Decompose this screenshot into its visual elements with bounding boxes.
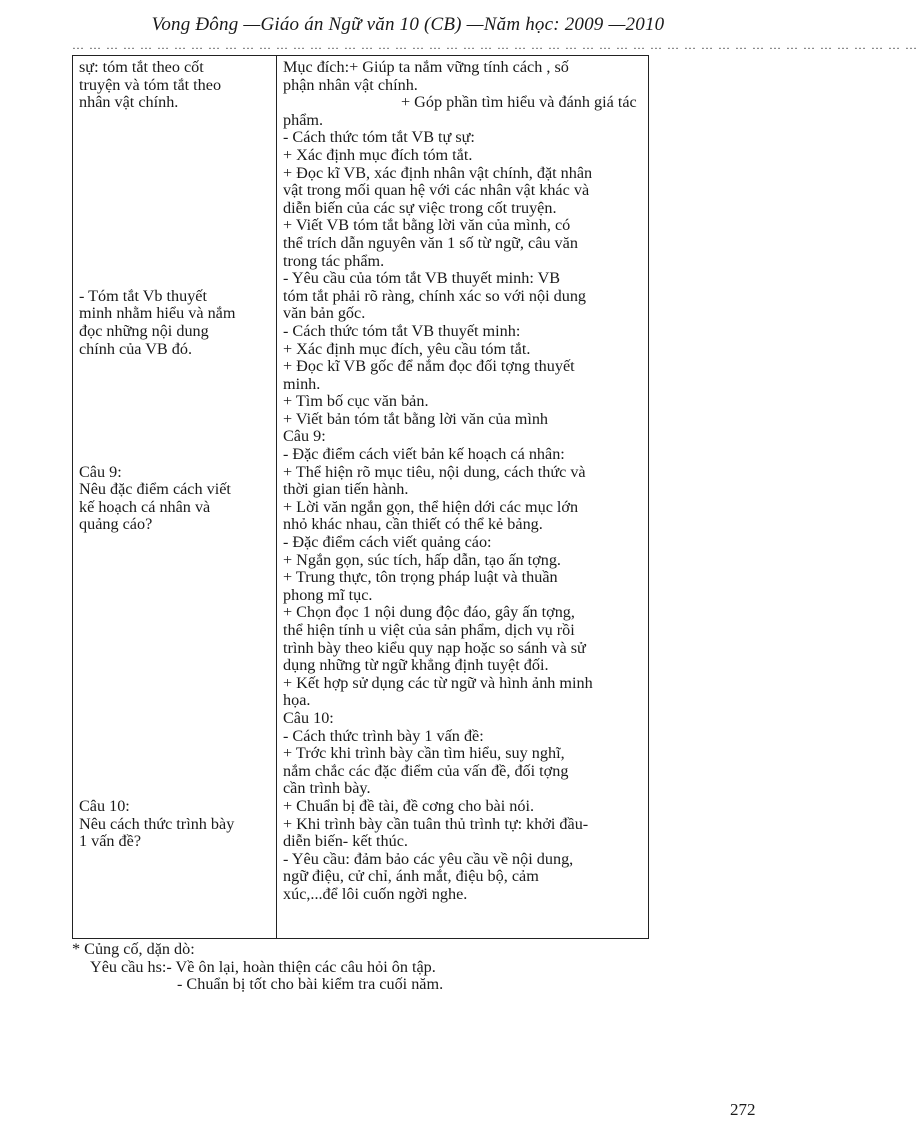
text-line xyxy=(79,270,270,288)
text-line: + Trớc khi trình bày cần tìm hiểu, suy nghĩ, xyxy=(283,744,565,763)
text-line xyxy=(79,640,270,658)
text-line: phận nhân vật chính. xyxy=(283,75,418,94)
text-line: - Yêu cầu của tóm tắt VB thuyết minh: VB xyxy=(283,269,561,288)
text-line: - Yêu cầu: đảm bảo các yêu cầu về nội dung, xyxy=(283,849,574,868)
text-line: phẩm. xyxy=(283,110,324,129)
text-line: vật trong mối quan hệ với các nhân vật khác và xyxy=(283,181,590,200)
text-line: + Trung thực, tôn trọng pháp luật và thuần xyxy=(283,568,558,587)
text-line xyxy=(79,147,270,165)
text-line: 1 vấn đề? xyxy=(79,832,142,851)
table-row xyxy=(73,56,649,939)
text-line: - Đặc điểm cách viết quảng cáo: xyxy=(283,533,492,552)
text-line: + Tìm bố cục văn bản. xyxy=(283,392,429,411)
text-line: - Đặc điểm cách viết bản kế hoạch cá nhân: xyxy=(283,445,565,464)
text-line xyxy=(79,446,270,464)
text-line: cần trình bày. xyxy=(283,779,371,798)
text-line: + Lời văn ngắn gọn, thể hiện dới các mục lớn xyxy=(283,497,579,516)
text-line: trong tác phẩm. xyxy=(283,251,385,270)
text-line: tóm tắt phải rõ ràng, chính xác so với nội dung xyxy=(283,286,587,305)
text-line xyxy=(79,253,270,271)
text-line: + Đọc kĩ VB, xác định nhân vật chính, đặt nhân xyxy=(283,163,593,182)
text-line xyxy=(79,393,270,411)
text-line xyxy=(79,129,270,147)
text-line: Mục đích:+ Giúp ta nắm vững tính cách , số xyxy=(283,58,569,76)
text-line xyxy=(79,200,270,218)
question-cell-text xyxy=(73,56,276,851)
question-column xyxy=(73,56,277,939)
homework-line-2: - Chuẩn bị tốt cho bài kiểm tra cuối năm. xyxy=(177,975,444,994)
text-line: Câu 9: xyxy=(79,462,122,481)
text-line: họa. xyxy=(283,691,311,710)
text-line: Câu 10: xyxy=(283,708,334,727)
header-dotted-rule: … … … … … … … … … … … … … … … … … … … … … … … … … … … … … … … … … … … … … … … … … … … … … … … … … … xyxy=(72,38,918,52)
text-line: - Cách thức tóm tắt VB tự sự: xyxy=(283,128,475,147)
text-line xyxy=(79,534,270,552)
text-line: diễn biến- kết thúc. xyxy=(283,832,408,851)
text-line: - Cách thức trình bày 1 vấn đề: xyxy=(283,726,484,745)
page-number: 272 xyxy=(730,1100,756,1119)
text-line xyxy=(79,657,270,675)
text-line: + Xác định mục đích, yêu cầu tóm tắt. xyxy=(283,339,531,358)
text-line xyxy=(79,780,270,798)
text-line: nhân vật chính. xyxy=(79,93,179,112)
text-line xyxy=(79,182,270,200)
text-line: đọc những nội dung xyxy=(79,321,209,340)
text-line: Nêu đặc điểm cách viết xyxy=(79,480,231,499)
text-line xyxy=(79,604,270,622)
closing-heading: * Củng cố, dặn dò: xyxy=(72,940,195,958)
text-line: + Thể hiện rõ mục tiêu, nội dung, cách thức và xyxy=(283,462,586,481)
text-line: thể trích dẫn nguyên văn 1 số từ ngữ, câu văn xyxy=(283,233,578,252)
text-line: diễn biến của các sự việc trong cốt truyện. xyxy=(283,198,557,217)
text-line: + Viết VB tóm tắt bằng lời văn của mình, có xyxy=(283,216,571,235)
page-header: Vong Đông —Giáo án Ngữ văn 10 (CB) —Năm học: 2009 —2010 xyxy=(151,14,665,35)
text-line xyxy=(79,763,270,781)
text-line xyxy=(79,710,270,728)
text-line: + Đọc kĩ VB gốc để nắm đọc đối tợng thuyết xyxy=(283,357,575,376)
text-line xyxy=(79,112,270,130)
text-line xyxy=(79,411,270,429)
text-line: xúc,...để lôi cuốn ngời nghe. xyxy=(283,884,468,903)
text-line: + Xác định mục đích tóm tắt. xyxy=(283,145,473,164)
text-line: + Kết hợp sử dụng các từ ngữ và hình ảnh minh xyxy=(283,673,593,692)
text-line: minh. xyxy=(283,374,321,393)
text-line: Câu 9: xyxy=(283,427,326,446)
text-line: truyện và tóm tắt theo xyxy=(79,75,222,94)
text-line: sự: tóm tắt theo cốt xyxy=(79,58,204,76)
text-line: văn bản gốc. xyxy=(283,304,366,323)
text-line: Câu 10: xyxy=(79,796,130,815)
text-line xyxy=(79,569,270,587)
homework-line-1: Yêu cầu hs:- Về ôn lại, hoàn thiện các câu hỏi ôn tập. xyxy=(90,957,436,976)
text-line: + Góp phần tìm hiểu và đánh giá tác xyxy=(401,93,637,112)
text-line xyxy=(79,217,270,235)
text-line: + Khi trình bày cần tuân thủ trình tự: khởi đầu- xyxy=(283,814,589,833)
text-line xyxy=(79,622,270,640)
text-line: nhỏ khác nhau, cần thiết có thể kẻ bảng. xyxy=(283,515,543,534)
answer-column xyxy=(277,56,649,939)
text-line: kế hoạch cá nhân và xyxy=(79,497,211,516)
text-line: + Viết bản tóm tắt bằng lời văn của mình xyxy=(283,409,549,428)
text-line: phong mĩ tục. xyxy=(283,585,373,604)
text-line: chính của VB đó. xyxy=(79,339,192,358)
text-line: dụng những từ ngữ khẳng định tuyệt đối. xyxy=(283,656,549,675)
text-line xyxy=(79,675,270,693)
text-line: trình bày theo kiểu quy nạp hoặc so sánh và sử xyxy=(283,638,586,657)
content-table xyxy=(72,55,649,939)
text-line: minh nhằm hiểu và nắm xyxy=(79,304,236,323)
text-line: + Ngắn gọn, súc tích, hấp dẫn, tạo ấn tợng. xyxy=(283,550,561,569)
text-line xyxy=(79,745,270,763)
text-line: + Chọn đọc 1 nội dung độc đáo, gây ấn tợng, xyxy=(283,603,575,622)
text-line xyxy=(79,692,270,710)
text-line xyxy=(79,358,270,376)
text-line xyxy=(79,728,270,746)
text-line: nắm chắc các đặc điểm của vấn đề, đối tợng xyxy=(283,761,569,780)
text-line: - Tóm tắt Vb thuyết xyxy=(79,286,207,305)
text-line xyxy=(79,587,270,605)
text-line: thời gian tiến hành. xyxy=(283,480,409,499)
text-line xyxy=(79,235,270,253)
text-line: - Cách thức tóm tắt VB thuyết minh: xyxy=(283,321,521,340)
text-line xyxy=(79,165,270,183)
closing-notes xyxy=(72,941,443,994)
answer-cell-text xyxy=(277,56,648,904)
text-line xyxy=(79,552,270,570)
text-line: Nêu cách thức trình bày xyxy=(79,814,235,833)
text-line: quảng cáo? xyxy=(79,515,153,534)
text-line: ngữ điệu, cử chỉ, ánh mắt, điệu bộ, cảm xyxy=(283,867,539,886)
text-line: + Chuẩn bị đề tài, đề cơng cho bài nói. xyxy=(283,796,535,815)
text-line xyxy=(79,376,270,394)
text-line: thể hiện tính u việt của sản phẩm, dịch vụ rồi xyxy=(283,621,575,639)
text-line xyxy=(79,428,270,446)
